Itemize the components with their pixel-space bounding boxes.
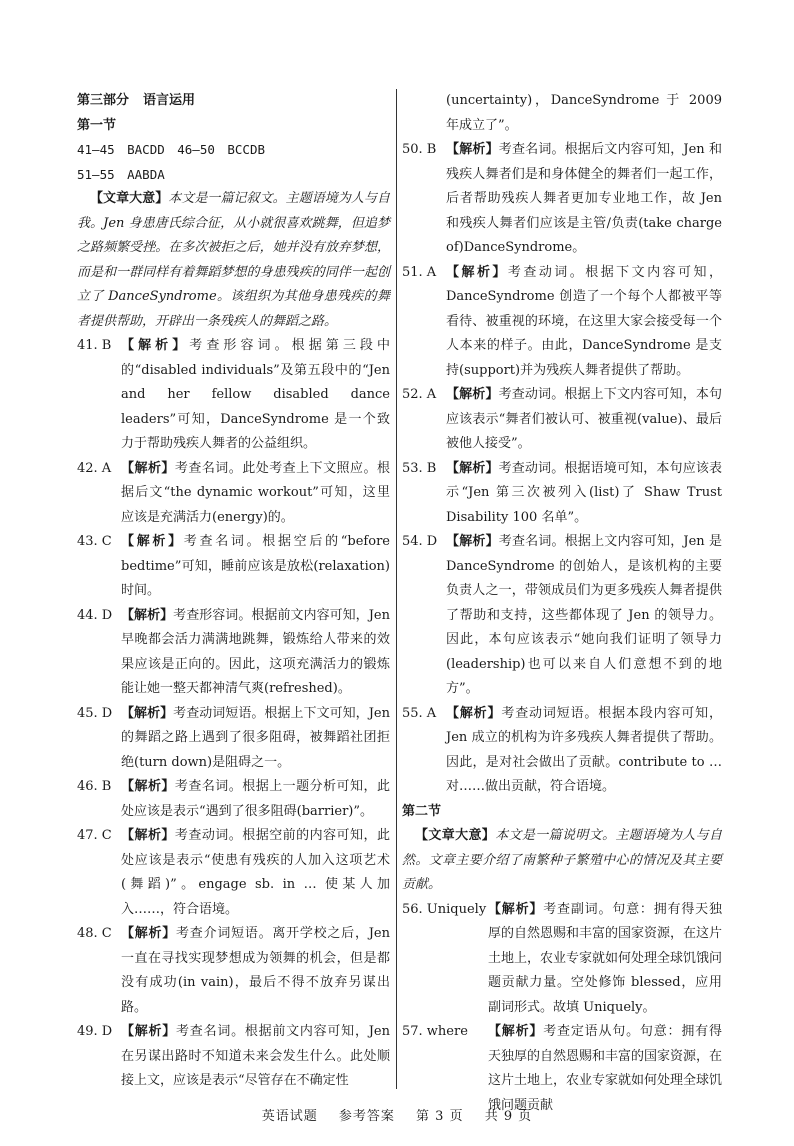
part-title xyxy=(77,89,390,114)
explanation-item xyxy=(77,922,390,1020)
explanation-item xyxy=(77,824,390,922)
analysis-text: 考查名词。根据上文内容可知，Jen 是 DanceSyndrome 的创始人，是该机构的主要负责人之一，带领成员们为更多残疾人舞者提供了帮助和支持，这些都体现了 Jen 的领导力。因此，本句应该表示“她向我们证明了领导力(leadership)也可以来自人们意想不到的地方”。 xyxy=(446,534,722,696)
analysis-text: 考查名词。根据后文内容可知，Jen 和残疾人舞者们是和身体健全的舞者们一起工作，后者帮助残疾人舞者更加专业地工作，故 Jen 和残疾人舞者们应该是主管/负责(take charge of)DanceSyndrome。 xyxy=(446,142,722,255)
analysis-tag: 【解析】 xyxy=(121,779,175,794)
analysis-text: 考查动词。根据上下文内容可知，本句应该表示“舞者们被认可、被重视(value)、最后被他人接受”。 xyxy=(446,387,722,451)
explanation-item xyxy=(77,334,390,457)
item-number: 46. B xyxy=(77,779,112,794)
item-body xyxy=(121,530,390,604)
explanation-item xyxy=(402,530,722,702)
explanation-list xyxy=(402,898,722,1119)
explanation-item xyxy=(402,383,722,457)
analysis-text: 考查动词。根据空前的内容可知，此处应该是表示“使患有残疾的人加入这项艺术(舞蹈)”。engage sb. in … 使某人加入……，符合语境。 xyxy=(121,828,390,917)
analysis-tag: 【解析】 xyxy=(121,1024,177,1039)
analysis-text: 考查动词短语。根据上下文可知，Jen 的舞蹈之路上遇到了很多阻碍，被舞蹈社团拒绝(turn down)是阻碍之一。 xyxy=(121,705,390,770)
explanation-list xyxy=(77,334,390,1094)
item-number: 53. B xyxy=(402,460,437,476)
left-column xyxy=(77,89,390,1094)
explanation-item xyxy=(402,261,722,384)
analysis-tag: 【解析】 xyxy=(488,901,544,917)
item-body xyxy=(121,1020,390,1094)
analysis-text: 考查名词。根据前文内容可知，Jen 在另谋出路时不知道未来会发生什么。此处顺接上文，应该是表示“尽管存在不确定性 xyxy=(121,1024,390,1088)
explanation-item xyxy=(402,138,722,261)
explanation-item xyxy=(77,530,390,604)
item-body xyxy=(488,1020,722,1118)
explanation-item xyxy=(77,604,390,702)
summary-tag: 【文章大意】 xyxy=(415,828,496,843)
item-number: 54. D xyxy=(402,534,438,549)
item-number: 41. B xyxy=(77,338,112,353)
column-divider xyxy=(396,89,397,1089)
footer-answer: 参考答案 xyxy=(338,1109,395,1124)
summary-text: 本文是一篇记叙文。主题语境为人与自我。Jen 身患唐氏综合征，从小就很喜欢跳舞，但追梦之路频繁受挫。在多次被拒之后，她并没有放弃梦想，而是和一群同样有着舞蹈梦想的身患残疾的同伴一起创立了 DanceSyndrome。该组织为其他身患残疾的舞者提供帮助，开辟出一条残疾人的舞蹈之路。 xyxy=(77,191,390,329)
footer-page: 第 3 页 xyxy=(416,1109,464,1124)
analysis-tag: 【解析】 xyxy=(121,534,184,549)
item-number: 42. A xyxy=(77,460,112,476)
part-name: 语言运用 xyxy=(143,93,196,108)
explanation-item xyxy=(77,775,390,824)
analysis-tag: 【解析】 xyxy=(121,705,174,721)
item-number: 56. Uniquely xyxy=(402,901,487,917)
item-number: 48. C xyxy=(77,926,112,941)
item-body xyxy=(446,702,722,800)
analysis-tag: 【解析】 xyxy=(121,607,174,623)
explanation-item xyxy=(77,702,390,776)
analysis-tag: 【解析】 xyxy=(446,460,499,476)
explanation-item xyxy=(402,1020,722,1118)
answer-key-line: 51—55 AABDA xyxy=(77,166,165,182)
article-summary xyxy=(77,187,390,334)
summary-text: 本文是一篇说明文。主题语境为人与自然。文章主要介绍了南繁种子繁殖中心的情况及其主要贡献。 xyxy=(402,828,722,892)
item-body xyxy=(446,457,722,531)
explanation-item xyxy=(77,1020,390,1094)
item-number: 43. C xyxy=(77,534,112,549)
continued-text xyxy=(402,89,722,138)
analysis-tag: 【解析】 xyxy=(121,460,175,476)
item-body xyxy=(121,775,390,824)
analysis-text: 考查名词。根据空后的“before bedtime”可知，睡前应该是放松(relaxation)时间。 xyxy=(121,534,390,598)
item-body xyxy=(121,604,390,702)
explanation-item xyxy=(77,457,390,531)
analysis-tag: 【解析】 xyxy=(121,338,190,353)
section-2-title: 第二节 xyxy=(402,803,442,819)
item-number: 50. B xyxy=(402,142,437,157)
item-number: 49. D xyxy=(77,1024,113,1039)
item-number: 55. A xyxy=(402,705,437,721)
analysis-tag: 【解析】 xyxy=(446,705,502,721)
analysis-text: 考查定语从句。句意：拥有得天独厚的自然恩赐和丰富的国家资源，在这片土地上，农业专家就如何处理全球饥饿问题贡献 xyxy=(488,1024,723,1113)
item-number: 52. A xyxy=(402,387,437,402)
right-column xyxy=(402,89,722,1118)
explanation-item xyxy=(402,457,722,531)
item-number: 45. D xyxy=(77,705,113,721)
explanation-item xyxy=(402,702,722,800)
item-body xyxy=(121,702,390,776)
analysis-text: 考查动词。根据下文内容可知，DanceSyndrome 创造了一个每个人都被平等看待、被重视的环境，在这里大家会接受每一个人本来的样子。由此，DanceSyndrome 是支持(support)并为残疾人舞者提供了帮助。 xyxy=(446,264,722,378)
item-number: 57. where xyxy=(402,1024,468,1039)
answer-key-line: 41—45 BACDD 46—50 BCCDB xyxy=(77,142,266,157)
item-body xyxy=(446,138,722,261)
item-body xyxy=(488,898,722,1021)
analysis-text: 考查名词。根据上一题分析可知，此处应该是表示“遇到了很多阻碍(barrier)”。 xyxy=(121,779,390,819)
continued-body: (uncertainty)，DanceSyndrome 于 2009 年成立了”。 xyxy=(446,93,722,133)
analysis-text: 考查名词。此处考查上下文照应。根据后文“the dynamic workout”可知，这里应该是充满活力(energy)的。 xyxy=(121,460,390,525)
analysis-tag: 【解析】 xyxy=(121,926,177,941)
analysis-tag: 【解析】 xyxy=(446,534,499,549)
analysis-text: 考查动词短语。根据本段内容可知，Jen 成立的机构为许多残疾人舞者提供了帮助。因此，是对社会做出了贡献。contribute to … 对……做出贡献，符合语境。 xyxy=(446,705,722,794)
explanation-item xyxy=(402,898,722,1021)
section-1-title: 第一节 xyxy=(77,117,117,133)
item-number: 51. A xyxy=(402,264,437,280)
item-number: 47. C xyxy=(77,828,112,843)
item-body xyxy=(121,824,390,922)
analysis-tag: 【解析】 xyxy=(446,264,508,280)
item-body xyxy=(446,530,722,702)
analysis-tag: 【解析】 xyxy=(121,828,175,843)
item-body xyxy=(121,334,390,457)
part-number: 第三部分 xyxy=(77,93,130,108)
footer-total: 共 9 页 xyxy=(484,1109,533,1124)
summary-tag: 【文章大意】 xyxy=(90,191,169,206)
item-body xyxy=(121,922,390,1020)
analysis-tag: 【解析】 xyxy=(446,387,499,402)
analysis-text: 考查形容词。根据第三段中的“disabled individuals”及第五段中的“Jen and her fellow disabled dance leaders”可知，DanceSyndrome 是一个致力于帮助残疾人舞者的公益组织。 xyxy=(121,338,390,451)
item-number: 44. D xyxy=(77,607,113,623)
analysis-text: 考查形容词。根据前文内容可知，Jen 早晚都会活力满满地跳舞，锻炼给人带来的效果应该是正向的。因此，这项充满活力的锻炼能让她一整天都神清气爽(refreshed)。 xyxy=(121,607,390,696)
page-footer xyxy=(0,1105,794,1124)
article-summary xyxy=(402,824,722,898)
analysis-text: 考查动词。根据语境可知，本句应该表示“Jen 第三次被列入(list)了 Shaw Trust Disability 100 名单”。 xyxy=(446,460,722,525)
explanation-list xyxy=(402,138,722,800)
item-body xyxy=(446,383,722,457)
footer-subject: 英语试题 xyxy=(261,1109,318,1124)
item-body xyxy=(446,261,722,384)
analysis-text: 考查介词短语。离开学校之后，Jen 一直在寻找实现梦想成为领舞的机会，但是都没有成功(in vain)，最后不得不放弃另谋出路。 xyxy=(121,926,390,1015)
analysis-tag: 【解析】 xyxy=(488,1024,544,1039)
analysis-text: 考查副词。句意：拥有得天独厚的自然恩赐和丰富的国家资源，在这片土地上，农业专家就如何处理全球饥饿问题贡献力量。空处修饰 blessed，应用副词形式。故填 Uniquely。 xyxy=(488,901,723,1015)
item-body xyxy=(121,457,390,531)
analysis-tag: 【解析】 xyxy=(446,142,499,157)
